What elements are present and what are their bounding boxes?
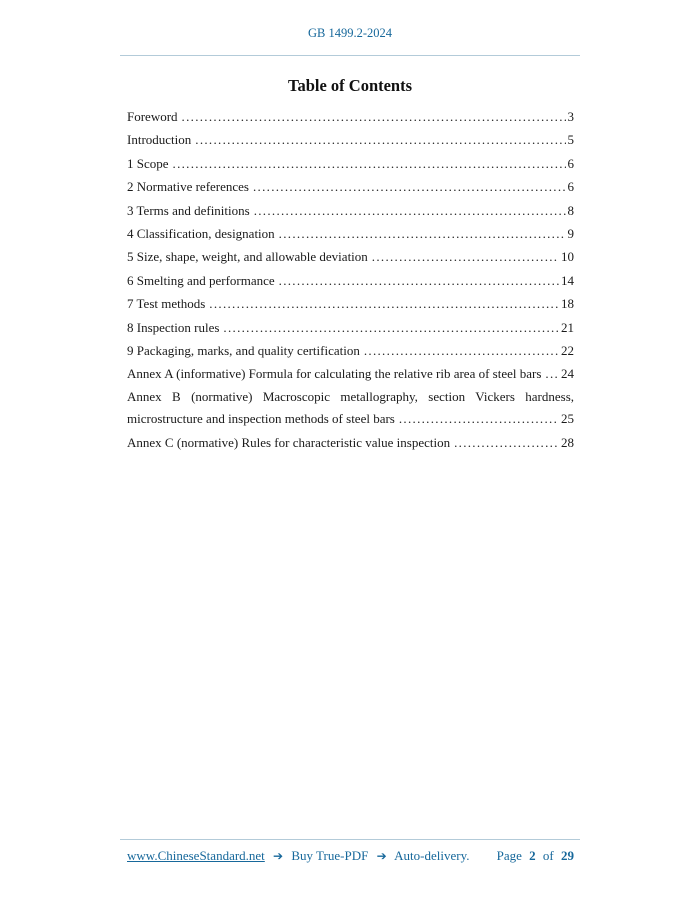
- toc-entry: [127, 386, 574, 431]
- toc-entry: [127, 152, 574, 175]
- dot-leader: [209, 292, 559, 315]
- toc-entry-label: Introduction: [127, 132, 192, 148]
- toc-entry: [127, 269, 574, 292]
- of-label: of: [542, 848, 554, 863]
- header-divider: [120, 55, 580, 56]
- page-label: Page: [496, 848, 522, 863]
- buy-true-pdf-text: Buy True-PDF: [291, 848, 369, 863]
- dot-leader: [253, 175, 566, 198]
- toc-entry: [127, 292, 574, 315]
- toc-entry-label: 8 Inspection rules: [127, 319, 220, 335]
- toc-entry-label: Annex B (normative) Macroscopic metallography, section Vickers hardness,: [127, 388, 574, 404]
- toc-entry-label: Annex C (normative) Rules for characteristic value inspection: [127, 434, 451, 450]
- toc-entry-label: 3 Terms and definitions: [127, 202, 250, 218]
- dot-leader: [223, 316, 559, 339]
- page-indicator: [493, 847, 574, 864]
- toc-entry-page: 5: [567, 132, 574, 148]
- dot-leader: [254, 199, 566, 222]
- toc-entry-label: microstructure and inspection methods of steel bars: [127, 411, 395, 427]
- toc-entry: [127, 431, 574, 454]
- toc-entry-label: 4 Classification, designation: [127, 226, 275, 242]
- toc-entry: [127, 199, 574, 222]
- toc-entry-page: 3: [567, 109, 574, 124]
- toc-entry-page: 24: [561, 366, 574, 382]
- auto-delivery-text: Auto-delivery.: [394, 848, 470, 863]
- page-title: Table of Contents: [287, 76, 413, 95]
- arrow-icon: ➔: [376, 849, 387, 863]
- toc-entry-page: 10: [561, 249, 574, 265]
- page-total: 29: [561, 848, 574, 863]
- toc-entry: [127, 245, 574, 268]
- page-current: 2: [529, 848, 536, 863]
- toc-entry-page: 6: [567, 155, 574, 171]
- footer-divider: [120, 839, 580, 840]
- toc-entry-label: 7 Test methods: [127, 296, 206, 312]
- footer-promo: [127, 847, 475, 865]
- toc-entry: [127, 175, 574, 198]
- toc-entry-page: 21: [561, 319, 574, 335]
- dot-leader: [279, 269, 559, 292]
- toc-entry: [127, 105, 574, 128]
- dot-leader: [173, 152, 566, 175]
- dot-leader: [195, 128, 565, 151]
- dot-leader: [399, 407, 559, 430]
- site-link[interactable]: www.ChineseStandard.net: [127, 848, 265, 863]
- toc-entry: [127, 222, 574, 245]
- table-of-contents: [127, 105, 574, 454]
- toc-entry-page: 18: [561, 296, 574, 312]
- toc-entry-label: 6 Smelting and performance: [127, 272, 275, 288]
- toc-entry-label: Foreword: [127, 109, 178, 124]
- toc-entry-label: 9 Packaging, marks, and quality certification: [127, 343, 360, 359]
- arrow-icon: ➔: [273, 849, 284, 863]
- toc-entry-page: 9: [567, 226, 574, 242]
- toc-entry-page: 25: [561, 411, 574, 427]
- toc-entry: [127, 128, 574, 151]
- toc-entry-label: Annex A (informative) Formula for calculating the relative rib area of steel bars: [127, 366, 542, 382]
- toc-entry-page: 6: [567, 179, 574, 195]
- toc-entry: [127, 339, 574, 362]
- dot-leader: [182, 105, 566, 128]
- toc-entry-page: 22: [561, 343, 574, 359]
- toc-entry: [127, 362, 574, 385]
- toc-entry-page: 14: [561, 272, 574, 288]
- dot-leader: [545, 362, 559, 385]
- toc-entry-page: 28: [561, 434, 574, 450]
- toc-entry-label: 2 Normative references: [127, 179, 249, 195]
- doc-number: GB 1499.2-2024: [307, 26, 393, 40]
- toc-entry-page: 8: [567, 202, 574, 218]
- dot-leader: [364, 339, 559, 362]
- dot-leader: [454, 431, 559, 454]
- toc-entry-label: 5 Size, shape, weight, and allowable deviation: [127, 249, 368, 265]
- dot-leader: [372, 245, 559, 268]
- toc-entry: [127, 316, 574, 339]
- dot-leader: [279, 222, 566, 245]
- toc-entry-label: 1 Scope: [127, 155, 169, 171]
- page-footer: [127, 847, 574, 865]
